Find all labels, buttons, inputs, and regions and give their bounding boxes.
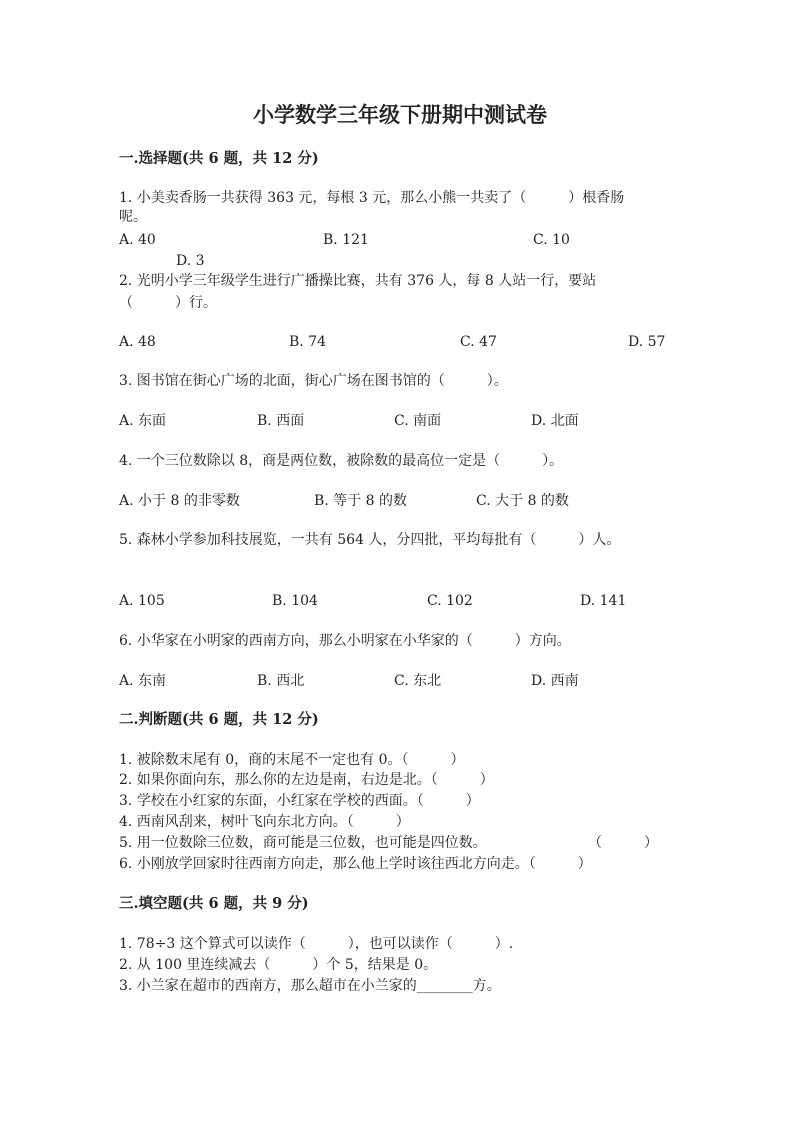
question-6-option-c: C. 东北 bbox=[394, 673, 442, 689]
question-2-option-d: D. 57 bbox=[628, 334, 666, 350]
judgement-item-2: 2. 如果你面向东，那么你的左边是南，右边是北。（ ） bbox=[119, 772, 494, 788]
judgement-item-3: 3. 学校在小红家的东面，小红家在学校的西面。（ ） bbox=[119, 793, 480, 809]
question-4-option-b: B. 等于 8 的数 bbox=[314, 493, 407, 509]
question-3-option-c: C. 南面 bbox=[394, 413, 442, 429]
question-6-text: 6. 小华家在小明家的西南方向，那么小明家在小华家的（ ）方向。 bbox=[119, 633, 571, 649]
question-3-option-b: B. 西面 bbox=[257, 413, 305, 429]
judgement-item-5: 5. 用一位数除三位数，商可能是三位数，也可能是四位数。 bbox=[119, 835, 487, 851]
question-3-option-a: A. 东面 bbox=[119, 413, 167, 429]
question-2-option-c: C. 47 bbox=[460, 334, 497, 350]
question-2-text-cont: （ ）行。 bbox=[119, 295, 217, 311]
section-heading-fill-in: 三.填空题(共 6 题，共 9 分) bbox=[119, 895, 309, 912]
fill-in-item-2: 2. 从 100 里连续减去（ ）个 5，结果是 0。 bbox=[119, 957, 438, 973]
question-6-option-a: A. 东南 bbox=[119, 673, 167, 689]
question-4-option-c: C. 大于 8 的数 bbox=[476, 493, 569, 509]
question-6-option-d: D. 西南 bbox=[531, 673, 579, 689]
question-1-option-c: C. 10 bbox=[533, 232, 570, 248]
question-1-option-b: B. 121 bbox=[323, 232, 369, 248]
question-5-option-b: B. 104 bbox=[272, 593, 318, 609]
judgement-item-5-answer-blank: （ ） bbox=[588, 835, 658, 851]
question-5-option-c: C. 102 bbox=[427, 593, 473, 609]
question-2-option-b: B. 74 bbox=[289, 334, 327, 350]
question-5-option-d: D. 141 bbox=[580, 593, 627, 609]
question-4-text: 4. 一个三位数除以 8，商是两位数，被除数的最高位一定是（ ）。 bbox=[119, 453, 564, 469]
section-heading-judgement: 二.判断题(共 6 题，共 12 分) bbox=[119, 711, 319, 728]
judgement-item-6: 6. 小刚放学回家时往西南方向走，那么他上学时该往西北方向走。（ ） bbox=[119, 856, 592, 872]
question-2-option-a: A. 48 bbox=[119, 334, 156, 350]
question-3-text: 3. 图书馆在街心广场的北面，街心广场在图书馆的（ ）。 bbox=[119, 373, 508, 389]
question-6-option-b: B. 西北 bbox=[257, 673, 305, 689]
question-1-text: 1. 小美卖香肠一共获得 363 元，每根 3 元，那么小熊一共卖了（ ）根香肠 bbox=[119, 190, 625, 206]
page-title: 小学数学三年级下册期中测试卷 bbox=[253, 102, 547, 127]
question-5-text: 5. 森林小学参加科技展览，一共有 564 人，分四批，平均每批有（ ）人。 bbox=[119, 532, 621, 548]
question-5-option-a: A. 105 bbox=[119, 593, 165, 609]
judgement-item-4: 4. 西南风刮来，树叶飞向东北方向。（ ） bbox=[119, 814, 410, 830]
question-2-text: 2. 光明小学三年级学生进行广播操比赛，共有 376 人，每 8 人站一行，要站 bbox=[119, 273, 597, 289]
question-1-option-d: D. 3 bbox=[176, 253, 205, 269]
section-heading-choice: 一.选择题(共 6 题，共 12 分) bbox=[119, 150, 319, 167]
question-3-option-d: D. 北面 bbox=[531, 413, 579, 429]
fill-in-item-1: 1. 78÷3 这个算式可以读作（ ），也可以读作（ ）. bbox=[119, 936, 514, 952]
question-1-option-a: A. 40 bbox=[119, 232, 156, 248]
fill-in-item-3: 3. 小兰家在超市的西南方，那么超市在小兰家的________方。 bbox=[119, 978, 501, 994]
question-4-option-a: A. 小于 8 的非零数 bbox=[119, 493, 240, 509]
question-1-text-cont: 呢。 bbox=[119, 209, 147, 225]
judgement-item-1: 1. 被除数末尾有 0，商的末尾不一定也有 0。（ ） bbox=[119, 752, 465, 768]
